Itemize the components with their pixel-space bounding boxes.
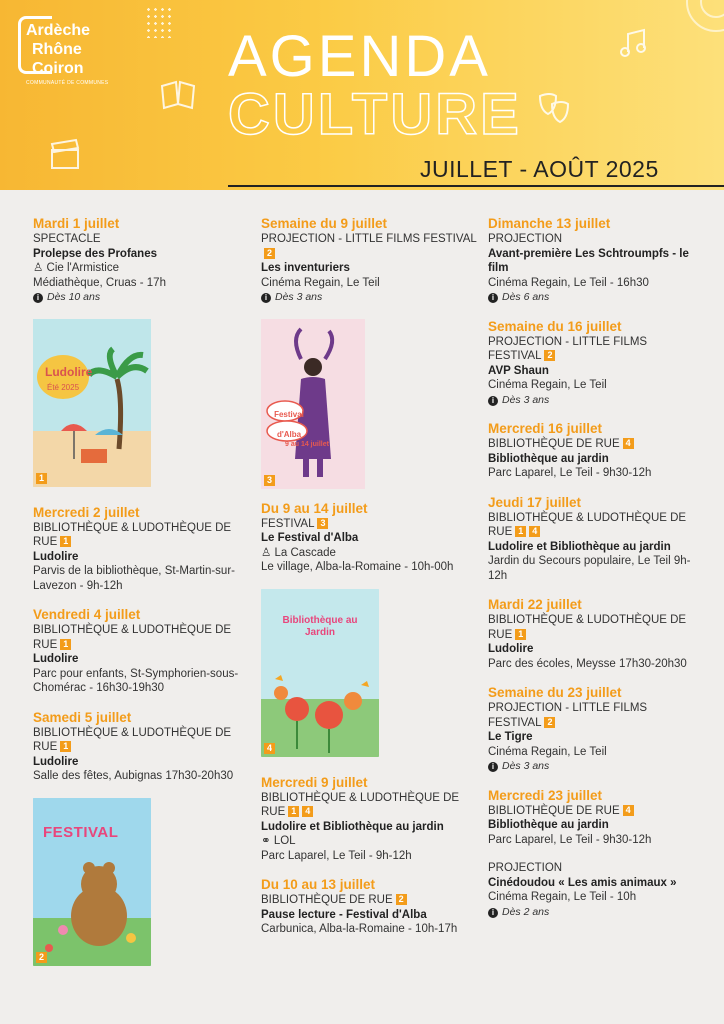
poster-alba-art [261,319,365,489]
event-category [33,623,258,652]
event-item [488,421,698,481]
column-1 [33,216,258,984]
category-badge: 1 [515,629,526,640]
category-text: PROJECTION - LITTLE FILMS FESTIVAL [488,335,648,362]
event-date: Dimanche 13 juillet [488,216,611,231]
person-icon: ♙ [33,262,47,274]
poster-title: Bibliothèque au Jardin [282,614,358,638]
age-note: Dès 3 ans [502,393,550,406]
event-date: Mercredi 9 juillet [261,774,368,790]
event-category [488,511,698,540]
event-place: Parc pour enfants, St-Symphorien-sous-Chomérac - 16h30-19h30 [33,667,239,694]
event-note [261,290,486,305]
event-place: Parc Laparel, Le Teil - 9h-12h [261,849,412,862]
logo-line1: Ardèche [26,22,91,39]
event-item [261,775,486,864]
event-name: Ludolire [33,653,79,665]
event-item [488,685,698,774]
company-name: LOL [273,835,296,847]
event-name: Bibliothèque au jardin [488,819,609,831]
event-name: AVP Shaun [488,364,549,377]
event-date: Du 10 au 13 juillet [261,877,376,892]
category-badge: 1 [60,536,71,547]
age-note: Dès 10 ans [47,291,101,303]
event-place: Salle des fêtes, Aubignas 17h30-20h30 [33,770,234,782]
event-note [488,290,698,305]
category-badge: 2 [396,894,407,905]
theater-masks-icon [536,90,572,133]
event-category [261,232,486,261]
event-name: Avant-première Les Schtroumpfs - le film [488,247,689,274]
event-category [261,517,486,532]
poster-ludolire [33,319,151,487]
dots-decoration [145,6,171,38]
event-place: Médiathèque, Cruas - 17h [33,276,166,289]
event-date: Vendredi 4 juillet [33,607,141,622]
category-text: BIBLIOTHÈQUE & LUDOTHÈQUE DE RUE [261,791,460,818]
category-text: BIBLIOTHÈQUE & LUDOTHÈQUE DE RUE [488,614,687,641]
event-note [488,759,698,774]
event-place: Cinéma Regain, Le Teil - 16h30 [488,276,649,289]
event-name: Ludolire [33,550,79,563]
event-place: Carbunica, Alba-la-Romaine - 10h-17h [261,923,458,935]
poster-title: Festival d'Alba [274,409,304,439]
event-item [261,877,486,937]
event-name: Ludolire et Bibliothèque au jardin [261,820,444,833]
category-badge: 4 [302,806,313,817]
event-category [488,804,698,819]
music-note-icon [618,28,650,67]
event-date: Mercredi 23 juillet [488,787,603,803]
category-badge: 2 [544,350,555,361]
event-company [33,261,258,276]
event-date: Mardi 22 juillet [488,597,582,612]
category-badge: 1 [60,639,71,650]
event-place: Le village, Alba-la-Romaine - 10h-00h [261,561,454,573]
poster-bibliotheque-jardin [261,589,379,757]
event-category [488,613,698,642]
event-name: Ludolire et Bibliothèque au jardin [488,540,671,553]
event-name: Prolepse des Profanes [33,247,157,260]
poster-little-films-festival [33,798,151,966]
event-item [488,495,698,584]
event-item [488,319,698,408]
event-category: SPECTACLE [33,233,101,245]
category-text: BIBLIOTHÈQUE & LUDOTHÈQUE DE RUE [33,726,232,753]
event-place: Parc Laparel, Le Teil - 9h30-12h [488,467,652,479]
event-date: Samedi 5 juillet [33,709,132,725]
event-item [488,597,698,671]
event-company [261,546,486,561]
event-date: Semaine du 9 juillet [261,216,388,231]
event-date: Du 9 au 14 juillet [261,500,368,516]
event-note [33,290,258,305]
info-icon: i [488,908,498,918]
event-category [488,335,698,364]
age-note: Dès 6 ans [502,291,550,303]
poster-subtitle: Été 2025 [47,382,80,392]
info-icon: i [488,293,498,303]
event-place: Cinéma Regain, Le Teil [488,379,607,391]
event-place: Cinéma Regain, Le Teil [488,745,607,758]
event-name: Le Tigre [488,731,533,743]
category-text: FESTIVAL [261,517,315,530]
event-item [261,501,486,575]
info-icon: i [261,293,271,303]
event-note [488,905,698,920]
poster-number-badge: 1 [36,473,47,484]
info-icon: i [488,396,498,406]
event-category [33,726,258,755]
event-category [261,893,486,908]
title-agenda: AGENDA [228,24,491,89]
clapperboard-icon [48,138,82,179]
logo-line2: Rhône [32,41,82,58]
poster-number-badge: 4 [264,743,275,754]
event-item [33,607,258,696]
event-name: Cinédoudou « Les amis animaux » [488,876,677,889]
event-place: Parvis de la bibliothèque, St-Martin-sur-Lavezon - 9h-12h [33,565,235,592]
event-category [488,437,698,452]
category-text: BIBLIOTHÈQUE & LUDOTHÈQUE DE RUE [33,521,232,548]
event-name: Bibliothèque au jardin [488,452,609,465]
event-item [33,505,258,594]
info-icon: i [33,293,43,303]
poster-number-badge: 2 [36,952,47,963]
event-name: Ludolire [488,643,534,655]
age-note: Dès 2 ans [502,905,550,918]
event-item [33,216,258,305]
poster-title: Ludolire [45,364,93,379]
category-text: BIBLIOTHÈQUE & LUDOTHÈQUE DE RUE [33,624,232,651]
event-category: PROJECTION [488,862,563,874]
logo-subtitle: COMMUNAUTÉ DE COMMUNES [26,80,109,86]
event-place: Parc des écoles, Meysse 17h30-20h30 [488,657,687,670]
event-place: Cinéma Regain, Le Teil [261,276,380,289]
event-place: Parc Laparel, Le Teil - 9h30-12h [488,833,652,846]
category-badge: 4 [623,805,634,816]
category-text: BIBLIOTHÈQUE DE RUE [488,804,620,817]
category-badge: 2 [264,248,275,259]
poster-festival-alba [261,319,365,489]
handshake-icon: ⚭ [261,835,274,847]
event-name: Pause lecture - Festival d'Alba [261,908,427,921]
event-note [488,393,698,408]
category-text: BIBLIOTHÈQUE DE RUE [261,894,393,906]
category-badge: 1 [60,741,71,752]
event-date: Semaine du 23 juillet [488,685,622,700]
event-date: Mercredi 2 juillet [33,504,140,520]
book-icon [158,78,198,117]
company-name: La Cascade [274,546,336,559]
category-badge: 4 [529,526,540,537]
column-3 [488,216,698,933]
event-item [261,216,486,305]
age-note: Dès 3 ans [275,291,323,303]
person-icon: ♙ [261,546,275,559]
poster-number-badge: 3 [264,475,275,486]
event-category: PROJECTION [488,233,563,245]
event-category [261,791,486,820]
age-note: Dès 3 ans [502,760,550,772]
event-name: Le Festival d'Alba [261,532,359,544]
header-banner [0,0,724,190]
info-icon: i [488,762,498,772]
event-company [261,834,486,849]
poster-title: FESTIVAL [43,823,119,841]
event-place: Cinéma Regain, Le Teil - 10h [488,891,637,903]
event-date: Mercredi 16 juillet [488,421,603,436]
logo-line3: Coiron [32,60,84,77]
period-underline [228,185,724,187]
category-text: BIBLIOTHÈQUE DE RUE [488,438,620,450]
event-place: Jardin du Secours populaire, Le Teil 9h-12h [488,555,691,582]
category-text: PROJECTION - LITTLE FILMS FESTIVAL [488,702,648,729]
title-culture: CULTURE [228,82,522,147]
period-title: JUILLET - AOÛT 2025 [420,156,659,182]
event-date: Jeudi 17 juillet [488,494,582,510]
category-badge: 4 [623,438,634,449]
poster-ludolire-art [33,319,151,487]
event-category [488,701,698,730]
event-item [33,710,258,784]
category-badge: 3 [317,518,328,529]
logo [18,16,128,86]
category-text: PROJECTION - LITTLE FILMS FESTIVAL [261,233,477,245]
event-item [488,861,698,919]
event-item [488,788,698,848]
category-badge: 2 [544,717,555,728]
column-2 [261,216,486,951]
event-date: Semaine du 16 juillet [488,318,622,334]
category-badge: 1 [515,526,526,537]
poster-dates: 9 au 14 juillet [285,440,329,448]
event-category [33,521,258,550]
event-date: Mardi 1 juillet [33,216,120,231]
company-name: Cie l'Armistice [46,262,119,274]
event-name: Les inventuriers [261,262,350,274]
event-name: Ludolire [33,755,79,768]
category-badge: 1 [288,806,299,817]
event-item [488,216,698,305]
category-text: BIBLIOTHÈQUE & LUDOTHÈQUE DE RUE [488,511,687,538]
